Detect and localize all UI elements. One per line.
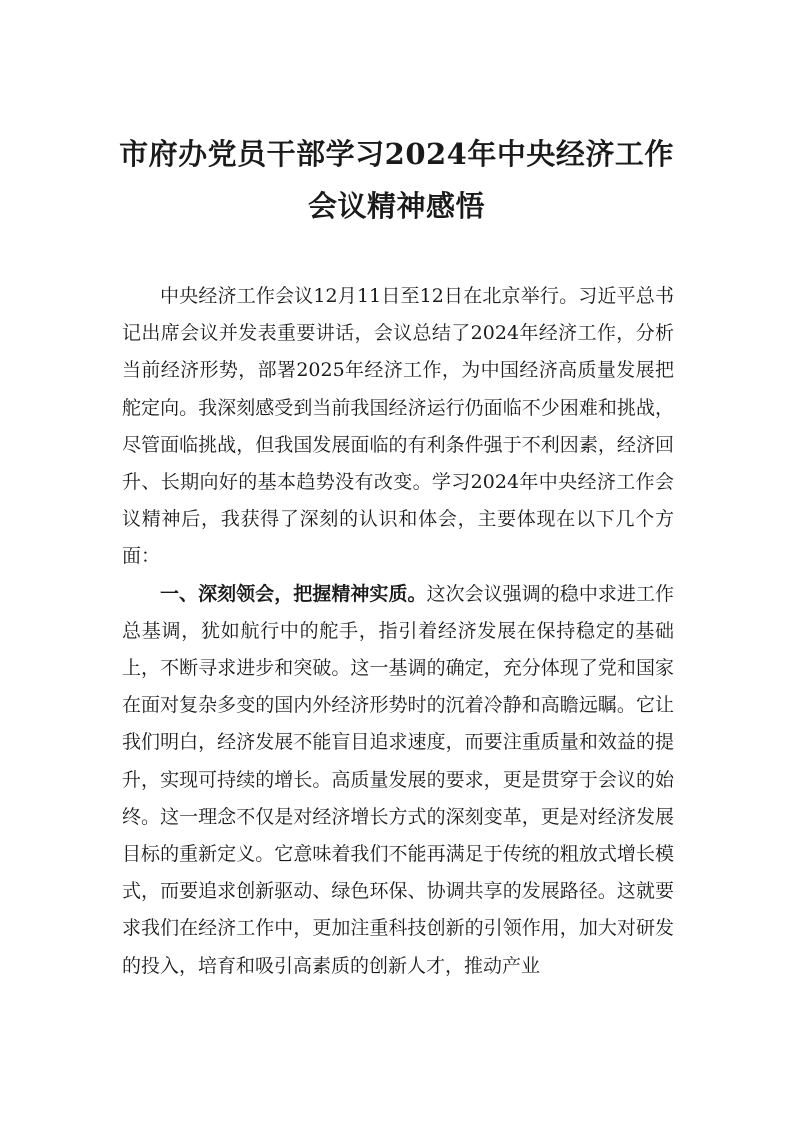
- section-heading: 一、深刻领会，把握精神实质。: [160, 582, 427, 605]
- paragraph-text: 这次会议强调的稳中求进工作总基调，犹如航行中的舵手，指引着经济发展在保持稳定的基础上，不断寻求进步和突破。这一基调的确定，充分体现了党和国家在面对复杂多变的国内外经济形势时的沉着冷静和高瞻远瞩。它让我们明白，经济发展不能盲目追求速度，而要注重质量和效益的提升，实现可持续的增长。高质量发展的要求，更是贯穿于会议的始终。这一理念不仅是对经济增长方式的深刻变革，更是对经济发展目标的重新定义。它意味着我们不能再满足于传统的粗放式增长模式，而要追求创新驱动、绿色环保、协调共享的发展路径。这就要求我们在经济工作中，更加注重科技创新的引领作用，加大对研发的投入，培育和吸引高素质的创新人才，推动产业: [122, 582, 674, 977]
- document-body: [122, 278, 674, 985]
- title-line-2: 会议精神感悟: [307, 189, 485, 223]
- paragraph-intro: [122, 278, 674, 576]
- paragraph-text: 中央经济工作会议12月11日至12日在北京举行。习近平总书记出席会议并发表重要讲话，会议总结了2024年经济工作，分析当前经济形势，部署2025年经济工作，为中国经济高质量发展把舵定向。我深刻感受到当前我国经济运行仍面临不少困难和挑战，尽管面临挑战，但我国发展面临的有利条件强于不利因素，经济回升、长期向好的基本趋势没有改变。学习2024年中央经济工作会议精神后，我获得了深刻的认识和体会，主要体现在以下几个方面：: [122, 285, 674, 568]
- title-line-1: 市府办党员干部学习2024年中央经济工作: [119, 137, 674, 171]
- document-title: [0, 128, 793, 232]
- paragraph-section-1: [122, 576, 674, 985]
